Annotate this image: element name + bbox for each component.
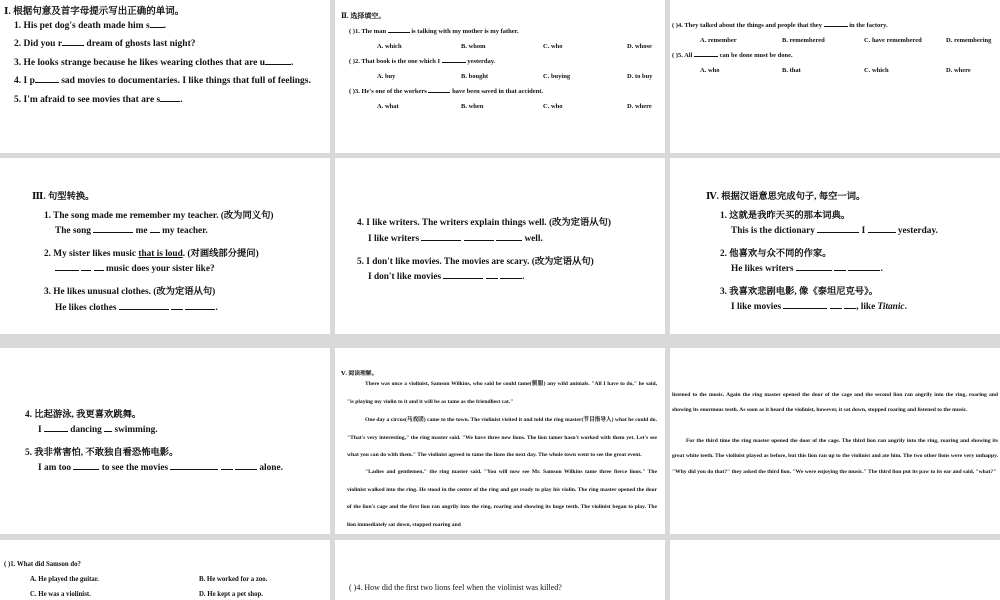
question-1: 1. His pet dog's death made him s . bbox=[14, 21, 167, 31]
answer-blank[interactable] bbox=[824, 26, 848, 27]
question-1: ( )1. What did Samson do? bbox=[4, 561, 81, 568]
option-d[interactable]: D. where bbox=[946, 67, 971, 74]
slide-2-multiple-choice bbox=[335, 0, 665, 153]
question-3: ( )3. He's one of the workers have been saved in that accident. bbox=[349, 88, 544, 95]
reading-paragraph-3-continued: listened to the music. Again the ring master opened the door of the cage and the second lion ran angrily into the ring, roaring and showing its enormous teeth. As soon as it heard the violinist, however, it sat down, stopped roaring and listened to the music. bbox=[672, 392, 998, 414]
reading-paragraph-2: One day a circus(马戏团) came to the town. The violinist visited it and told the ring master(节目指导人) what he could do. "That's very interesting," the ring master said. "We have three new lions. The lion tamer hasn't worked with them yet. Let's see what you can do with them." The violinist agreed to tame the lions the next day. The whole town went to see the great event. bbox=[347, 417, 657, 458]
answer-blank[interactable] bbox=[796, 270, 832, 271]
section-heading: Ⅳ. 根据汉语意思完成句子, 每空一词。 bbox=[706, 192, 866, 202]
answer-blank[interactable] bbox=[834, 270, 846, 271]
question-2: ( )2. That book is the one which I yesterday. bbox=[349, 58, 496, 65]
movie-title: Titanic bbox=[877, 302, 905, 312]
slide-1-word-spelling bbox=[0, 0, 330, 153]
option-c[interactable]: C. buying bbox=[543, 73, 571, 80]
answer-1: This is the dictionary I yesterday. bbox=[731, 226, 938, 236]
question-3: 3. He likes unusual clothes. (改为定语从句) bbox=[44, 287, 216, 297]
option-d[interactable]: D. where bbox=[627, 103, 652, 110]
question-4: ( )4. They talked about the things and people that they in the factory. bbox=[672, 22, 888, 29]
question-1: 1. 这就是我昨天买的那本词典。 bbox=[720, 211, 851, 221]
answer-3: He likes clothes . bbox=[55, 303, 218, 313]
option-d[interactable]: D. whose bbox=[627, 43, 652, 50]
answer-1: The song me my teacher. bbox=[55, 226, 208, 236]
answer-5: I am too to see the movies alone. bbox=[38, 463, 283, 473]
answer-blank[interactable] bbox=[783, 308, 827, 309]
answer-blank[interactable] bbox=[428, 92, 450, 93]
option-b[interactable]: B. bought bbox=[461, 73, 489, 80]
answer-blank[interactable] bbox=[119, 309, 169, 310]
answer-2: He likes writers . bbox=[731, 264, 883, 274]
option-c[interactable]: C. which bbox=[864, 67, 889, 74]
section-heading: Ⅲ. 句型转换。 bbox=[32, 192, 95, 202]
question-2: 2. 他喜欢与众不同的作家。 bbox=[720, 249, 832, 259]
answer-blank[interactable] bbox=[73, 469, 99, 470]
answer-blank[interactable] bbox=[868, 232, 896, 233]
section-heading: Ⅰ. 根据句意及首字母提示写出正确的单词。 bbox=[4, 7, 185, 17]
answer-blank[interactable] bbox=[55, 270, 79, 271]
answer-blank[interactable] bbox=[844, 308, 856, 309]
question-5: ( )5. All can be done must be done. bbox=[672, 52, 793, 59]
question-5: 5. 我非常害怕, 不敢独自看恐怖电影。 bbox=[25, 448, 179, 458]
question-2: 2. Did you r dream of ghosts last night? bbox=[14, 39, 196, 49]
slide-7-complete-sentences bbox=[0, 348, 330, 534]
answer-5: I don't like movies . bbox=[368, 272, 525, 282]
answer-blank[interactable] bbox=[694, 56, 718, 57]
answer-blank[interactable] bbox=[93, 232, 133, 233]
option-a[interactable]: A. which bbox=[377, 43, 402, 50]
answer-4: I like writers well. bbox=[368, 234, 543, 244]
answer-blank[interactable] bbox=[44, 431, 68, 432]
answer-3: I like movies , like Titanic. bbox=[731, 302, 907, 312]
answer-blank[interactable] bbox=[81, 270, 91, 271]
answer-2: music does your sister like? bbox=[55, 264, 215, 274]
option-b[interactable]: B. when bbox=[461, 103, 484, 110]
answer-4: I dancing swimming. bbox=[38, 425, 158, 435]
answer-blank[interactable] bbox=[35, 82, 59, 83]
answer-blank[interactable] bbox=[185, 309, 215, 310]
slide-3-multiple-choice bbox=[670, 0, 1000, 153]
section-heading: Ⅱ. 选择填空。 bbox=[341, 12, 386, 20]
question-3: 3. 我喜欢悲剧电影, 像《泰坦尼克号》。 bbox=[720, 287, 879, 297]
option-c[interactable]: C. who bbox=[543, 43, 563, 50]
answer-blank[interactable] bbox=[235, 469, 257, 470]
answer-blank[interactable] bbox=[150, 232, 160, 233]
option-a[interactable]: A. who bbox=[700, 67, 720, 74]
option-d[interactable]: D. to buy bbox=[627, 73, 653, 80]
answer-blank[interactable] bbox=[104, 431, 112, 432]
question-5: 5. I'm afraid to see movies that are s . bbox=[14, 95, 183, 105]
slide-10-reading-questions bbox=[0, 540, 330, 600]
answer-blank[interactable] bbox=[421, 240, 461, 241]
answer-blank[interactable] bbox=[464, 240, 494, 241]
slide-9-reading-continued bbox=[670, 348, 1000, 534]
question-4: ( )4. How did the first two lions feel when the violinist was killed? bbox=[349, 583, 562, 592]
answer-blank[interactable] bbox=[94, 270, 104, 271]
reading-paragraph-4: For the third time the ring master opened the door of the cage. The third lion ran angrily into the ring, roaring and showing its great white teeth. The violinist played as before, but this lion ran up to the violinist and ate him. The two other lions were very unhappy. "Why did you do that?" they asked the third lion. "We were enjoying the music." The third lion put its paw to its ear and said, "what?" bbox=[672, 438, 998, 475]
option-b[interactable]: B. remembered bbox=[782, 37, 825, 44]
option-b[interactable]: B. He worked for a zoo. bbox=[199, 576, 268, 583]
answer-blank[interactable] bbox=[848, 270, 880, 271]
answer-blank[interactable] bbox=[221, 469, 233, 470]
answer-blank[interactable] bbox=[170, 469, 218, 470]
question-5: 5. I don't like movies. The movies are scary. (改为定语从句) bbox=[357, 257, 594, 267]
answer-blank[interactable] bbox=[817, 232, 859, 233]
slide-6-complete-sentences bbox=[670, 158, 1000, 334]
option-d[interactable]: D. He kept a pet shop. bbox=[199, 591, 264, 598]
answer-blank[interactable] bbox=[830, 308, 842, 309]
answer-blank[interactable] bbox=[150, 27, 164, 28]
question-1: ( )1. The man is talking with my mother is my father. bbox=[349, 28, 519, 35]
slide-8-reading bbox=[335, 348, 665, 534]
answer-blank[interactable] bbox=[171, 309, 183, 310]
reading-paragraph-1: There was once a violinist, Samson Wilkins, who said he could tame(驯服) any wild animals. "All I have to do," he said, "is playing my violin to it and it will be as tame as the friendliest cat." bbox=[347, 381, 657, 405]
reading-paragraph-3: "Ladies and gentlemen," the ring master said. "You will now see Mr. Samson Wilkins tame three fierce lions." The violinist walked into the ring. He stood in the center of the ring and got ready to play his violin. The ring master opened the door of the lion's cage and the first lion ran angrily into the ring, roaring and showing its huge teeth. The violinist began to play. The lion immediately sat down, stopped roaring and bbox=[347, 469, 657, 528]
answer-blank[interactable] bbox=[62, 45, 84, 46]
answer-blank[interactable] bbox=[388, 32, 410, 33]
question-4: 4. I like writers. The writers explain things well. (改为定语从句) bbox=[357, 218, 611, 228]
question-4: 4. I p sad movies to documentaries. I like things that full of feelings. bbox=[14, 76, 311, 86]
question-2: 2. My sister likes music that is loud. (对画线部分提问) bbox=[44, 249, 259, 259]
option-a[interactable]: A. buy bbox=[377, 73, 396, 80]
question-3: 3. He looks strange because he likes wearing clothes that are u . bbox=[14, 58, 294, 68]
slide-12-blank bbox=[670, 540, 1000, 600]
option-a[interactable]: A. He played the guitar. bbox=[30, 576, 99, 583]
answer-blank[interactable] bbox=[265, 64, 291, 65]
option-d[interactable]: D. remembering bbox=[946, 37, 992, 44]
answer-blank[interactable] bbox=[500, 278, 522, 279]
question-1: 1. The song made me remember my teacher. (改为同义句) bbox=[44, 211, 274, 221]
slide-4-sentence-transform bbox=[0, 158, 330, 334]
question-4: 4. 比起游泳, 我更喜欢跳舞。 bbox=[25, 410, 142, 420]
answer-blank[interactable] bbox=[496, 240, 522, 241]
option-c[interactable]: C. He was a violinist. bbox=[30, 591, 91, 598]
option-b[interactable]: B. that bbox=[782, 67, 801, 74]
option-c[interactable]: C. who bbox=[543, 103, 563, 110]
option-a[interactable]: A. what bbox=[377, 103, 399, 110]
answer-blank[interactable] bbox=[160, 101, 180, 102]
section-heading: Ⅴ. 阅读理解。 bbox=[341, 371, 378, 377]
slide-11-reading-questions bbox=[335, 540, 665, 600]
answer-blank[interactable] bbox=[442, 62, 466, 63]
option-a[interactable]: A. remember bbox=[700, 37, 737, 44]
option-c[interactable]: C. have remembered bbox=[864, 37, 922, 44]
answer-blank[interactable] bbox=[443, 278, 483, 279]
option-b[interactable]: B. whom bbox=[461, 43, 486, 50]
answer-blank[interactable] bbox=[486, 278, 498, 279]
slide-5-sentence-transform bbox=[335, 158, 665, 334]
